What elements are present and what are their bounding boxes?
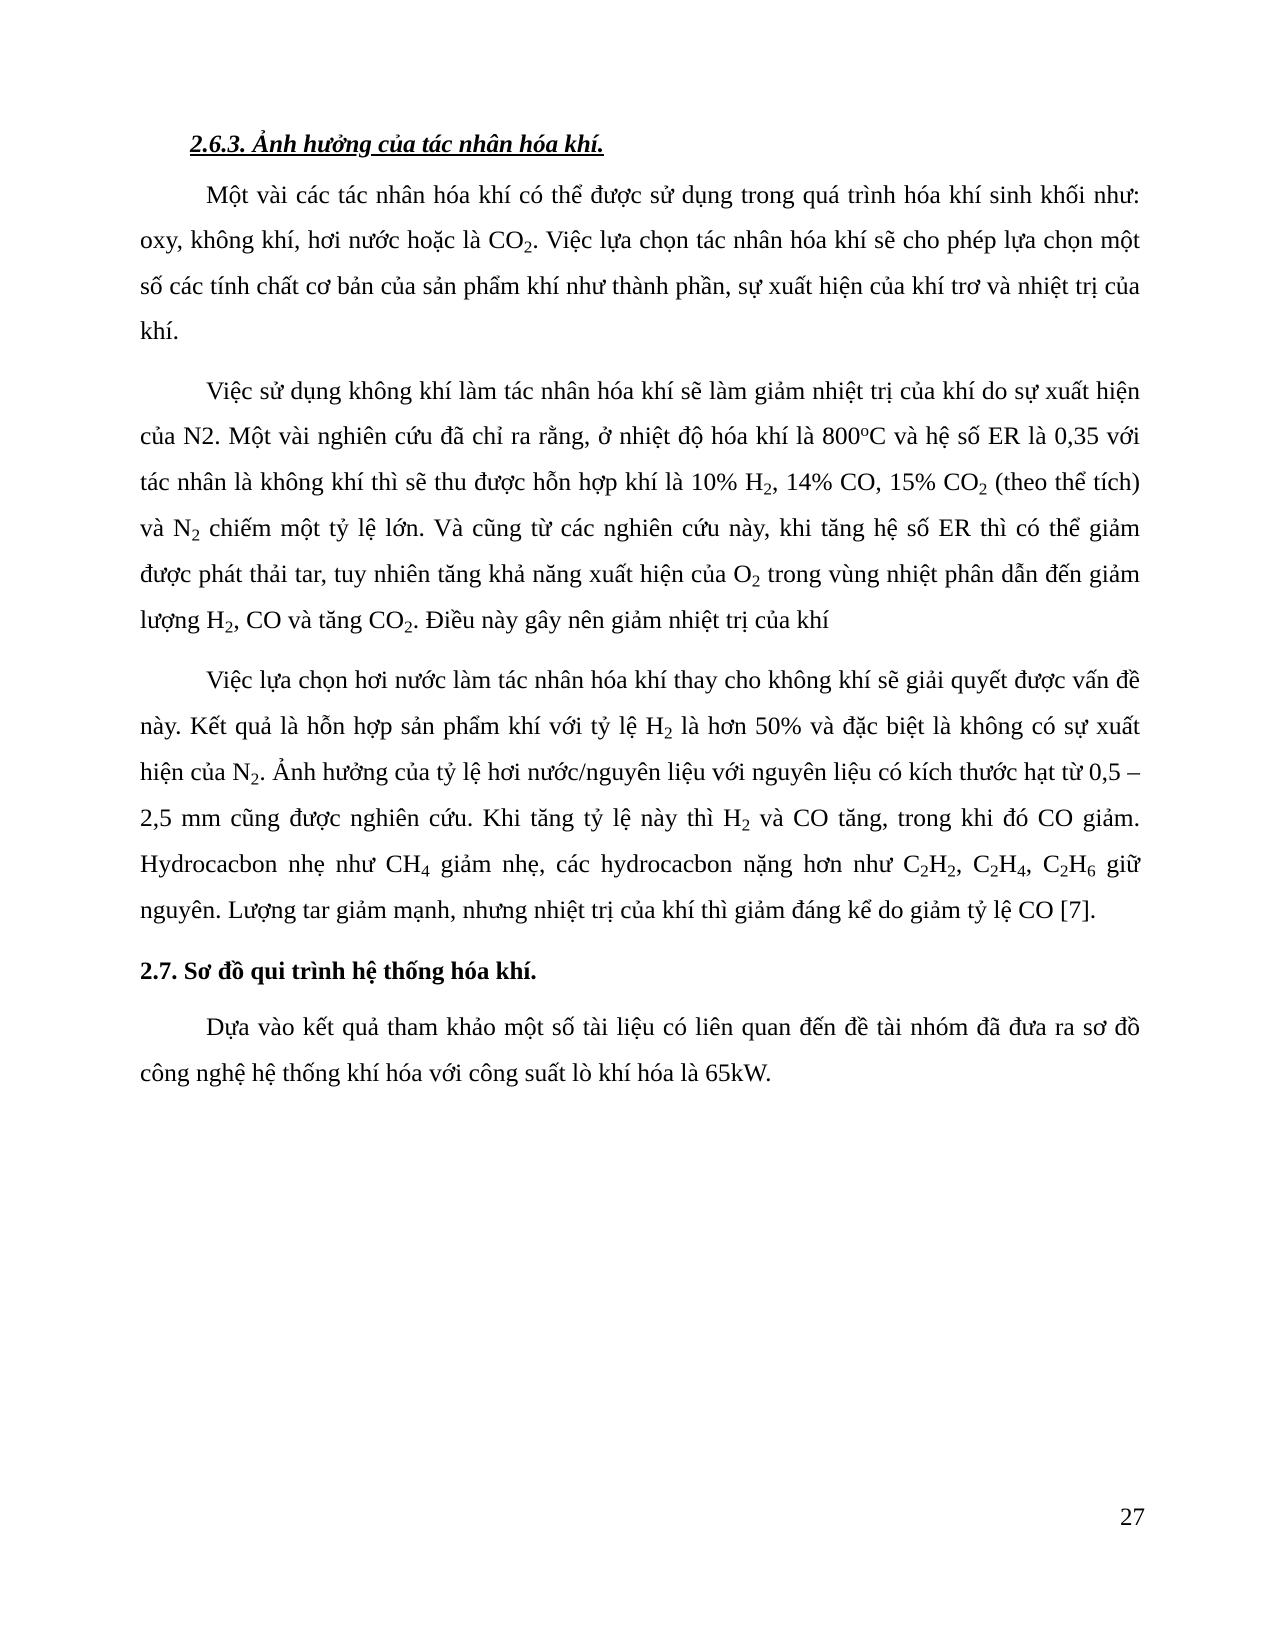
p3-text-11: giữ nguyên. Lượng tar giảm mạnh, nhưng nhiệt trị của khí thì giảm đáng kể do giảm tỷ lệ CO [7].: [140, 849, 1140, 925]
p3-text-5: giảm nhẹ, các hydrocacbon nặng hơn như C: [429, 849, 921, 879]
section-heading-2-7: 2.7. Sơ đồ qui trình hệ thống hóa khí.: [140, 957, 537, 985]
p2-sub-5: 2: [224, 617, 234, 637]
p3-text-6: H: [928, 849, 948, 879]
p3-sub-7: 2: [990, 861, 999, 881]
p2-text-3: , 14% CO, 15% CO: [772, 466, 979, 496]
p2-sub-2: 2: [978, 478, 988, 498]
p2-text-1: Việc sử dụng không khí làm tác nhân hóa khí sẽ làm giảm nhiệt trị của khí do sự xuất hiện của N2. Một vài nghiên cứu đã chỉ ra rằng, ở nhiệt độ hóa khí là 800: [140, 375, 1140, 451]
p2-text-8: . Điều này gây nên giảm nhiệt trị của khí: [412, 605, 830, 635]
paragraph-gasifying-agents-intro: [140, 172, 1140, 354]
section-spacer: [140, 933, 1140, 953]
paragraph-system-diagram-intro: Dựa vào kết quả tham khảo một số tài liệu có liên quan đến đề tài nhóm đã đưa ra sơ đồ công nghệ hệ thống khí hóa với công suất lò khí hóa là 65kW.: [140, 1012, 1140, 1087]
p2-sub-6: 2: [404, 617, 413, 637]
p3-text-9: , C: [1025, 849, 1060, 879]
p3-sub-8: 4: [1017, 861, 1026, 881]
page-number: 27: [1120, 1504, 1145, 1531]
p2-text-2: C và hệ số ER là 0,35 với tác nhân là không khí thì sẽ thu được hỗn hợp khí là 10% H: [140, 421, 1141, 496]
p3-sub-3: 2: [741, 815, 751, 835]
p3-text-10: H: [1068, 849, 1087, 879]
p2-text-5: chiếm một tỷ lệ lớn. Và cũng từ các nghiên cứu này, khi tăng hệ số ER thì có thể giảm được phát thải tar, tuy nhiên tăng khả năng xuất hiện của O: [140, 512, 1140, 588]
p2-sub-4: 2: [751, 571, 761, 591]
p3-text-8: H: [998, 849, 1018, 879]
p3-text-2: là hơn 50% và đặc biệt là không có sự xuất hiện của N: [140, 710, 1140, 786]
p3-sub-4: 4: [421, 861, 430, 881]
paragraph-1-subscript: 2: [523, 237, 533, 257]
paragraph-steam-as-agent: [140, 657, 1140, 933]
p2-text-7: , CO và tăng CO: [233, 605, 405, 635]
p2-text-4: (theo thể tích) và N: [140, 466, 1140, 542]
paragraph-1-text-a: Một vài các tác nhân hóa khí có thể được sử dụng trong quá trình hóa khí sinh khối như: oxy, không khí, hơi nước hoặc là CO: [140, 179, 1140, 254]
p2-text-6: trong vùng nhiệt phân dẫn đến giảm lượng H: [140, 558, 1140, 635]
paragraph-1-text-b: . Việc lựa chọn tác nhân hóa khí sẽ cho phép lựa chọn một số các tính chất cơ bản của sản phẩm khí như thành phần, sự xuất hiện của khí trơ và nhiệt trị của khí.: [140, 224, 1140, 346]
page-content: [140, 126, 1140, 1095]
p3-sub-9: 2: [1059, 861, 1069, 881]
p2-superscript-degree: o: [860, 421, 870, 441]
p3-sub-6: 2: [947, 861, 956, 881]
p3-sub-2: 2: [250, 769, 260, 789]
p3-text-4: và CO tăng, trong khi đó CO giảm. Hydrocacbon nhẹ như CH: [140, 803, 1140, 879]
p2-sub-3: 2: [191, 525, 201, 545]
paragraph-spacer: [140, 354, 1140, 368]
p3-text-1: Việc lựa chọn hơi nước làm tác nhân hóa khí thay cho không khí sẽ giải quyết được vấn đề này. Kết quả là hỗn hợp sản phẩm khí với tỷ lệ H: [140, 665, 1140, 740]
paragraph-spacer: [140, 643, 1140, 657]
section-heading-2-6-3: 2.6.3. Ảnh hưởng của tác nhân hóa khí.: [190, 131, 604, 158]
p3-text-3: . Ảnh hưởng của tỷ lệ hơi nước/nguyên liệu với nguyên liệu có kích thước hạt từ 0,5 – 2,5 mm cũng được nghiên cứu. Khi tăng tỷ lệ này thì H: [140, 756, 1140, 833]
p3-sub-10: 6: [1086, 861, 1096, 881]
p2-sub-1: 2: [763, 478, 773, 498]
p3-sub-1: 2: [663, 723, 673, 743]
p3-text-7: , C: [955, 849, 990, 879]
heading-spacer: [140, 990, 1140, 1004]
paragraph-air-as-agent: [140, 368, 1140, 644]
p3-sub-5: 2: [920, 861, 929, 881]
